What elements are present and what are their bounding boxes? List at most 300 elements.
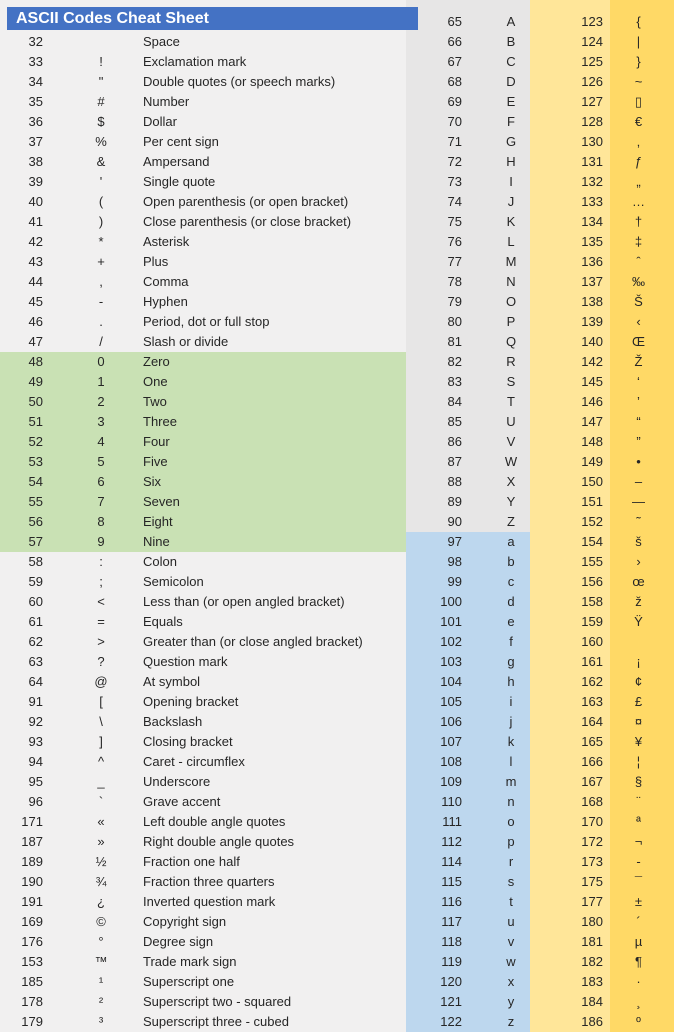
code-cell: 48 — [28, 354, 43, 369]
table-row — [406, 172, 530, 192]
table-row — [406, 672, 530, 692]
table-row — [0, 992, 406, 1012]
description-cell: Six — [143, 474, 162, 489]
code-cell: 92 — [28, 714, 43, 729]
code-cell: 62 — [28, 634, 43, 649]
description-cell: Space — [143, 34, 180, 49]
table-row — [530, 692, 674, 712]
table-row — [406, 652, 530, 672]
code-cell: 169 — [21, 914, 43, 929]
symbol-cell: g — [507, 654, 515, 669]
code-cell: 45 — [28, 294, 43, 309]
symbol-cell: Q — [505, 334, 517, 349]
table-row — [406, 372, 530, 392]
table-row — [406, 912, 530, 932]
code-cell: 35 — [28, 94, 43, 109]
symbol-cell: ´ — [636, 914, 641, 929]
table-row — [406, 852, 530, 872]
table-row — [406, 712, 530, 732]
symbol-cell: d — [507, 594, 515, 609]
symbol-cell: M — [505, 254, 517, 269]
description-cell: Single quote — [143, 174, 216, 189]
description-cell: Less than (or open angled bracket) — [143, 594, 345, 609]
code-cell: 81 — [447, 334, 462, 349]
page-title: ASCII Codes Cheat Sheet — [7, 7, 418, 30]
symbol-cell: ¤ — [634, 714, 643, 729]
table-row — [0, 412, 406, 432]
code-cell: 175 — [581, 874, 603, 889]
table-row — [0, 32, 406, 52]
table-row — [406, 132, 530, 152]
symbol-cell: - — [98, 294, 104, 309]
code-cell: 120 — [440, 974, 462, 989]
table-row — [530, 672, 674, 692]
symbol-cell: : — [99, 554, 103, 569]
code-cell: 136 — [581, 254, 603, 269]
code-cell: 56 — [28, 514, 43, 529]
symbol-cell: ~ — [634, 74, 643, 89]
symbol-cell: E — [506, 94, 516, 109]
description-cell: Plus — [143, 254, 169, 269]
symbol-cell: U — [506, 414, 516, 429]
symbol-cell: k — [507, 734, 515, 749]
code-cell: 191 — [21, 894, 43, 909]
symbol-cell: f — [509, 634, 513, 649]
symbol-cell: N — [506, 274, 516, 289]
table-row — [530, 112, 674, 132]
table-row — [406, 552, 530, 572]
description-cell: Close parenthesis (or close bracket) — [143, 214, 352, 229]
symbol-cell: # — [97, 94, 105, 109]
symbol-cell: ] — [99, 734, 103, 749]
code-cell: 65 — [447, 14, 462, 29]
symbol-cell: l — [509, 754, 513, 769]
symbol-cell: , — [99, 274, 103, 289]
table-row — [0, 52, 406, 72]
table-row — [0, 652, 406, 672]
symbol-cell: i — [509, 694, 513, 709]
symbol-cell: R — [506, 354, 516, 369]
table-row — [0, 812, 406, 832]
code-cell: 105 — [440, 694, 462, 709]
description-cell: Degree sign — [143, 934, 214, 949]
table-row — [0, 212, 406, 232]
code-cell: 183 — [581, 974, 603, 989]
code-cell: 83 — [447, 374, 462, 389]
table-row — [406, 32, 530, 52]
description-cell: Asterisk — [143, 234, 190, 249]
table-row — [530, 252, 674, 272]
symbol-cell: 3 — [97, 414, 105, 429]
table-row — [530, 612, 674, 632]
table-row — [0, 952, 406, 972]
symbol-cell: ; — [99, 574, 103, 589]
symbol-cell — [43, 32, 143, 52]
symbol-cell: ½ — [95, 854, 107, 869]
table-row — [530, 312, 674, 332]
code-cell: 107 — [440, 734, 462, 749]
symbol-cell: ¥ — [634, 734, 643, 749]
code-cell: 95 — [28, 774, 43, 789]
symbol-cell: L — [507, 234, 515, 249]
symbol-cell: ” — [636, 434, 641, 449]
symbol-cell: x — [507, 974, 515, 989]
code-cell: 102 — [440, 634, 462, 649]
description-cell: Fraction three quarters — [143, 874, 275, 889]
table-row — [0, 872, 406, 892]
description-cell: Question mark — [143, 654, 228, 669]
code-cell: 63 — [28, 654, 43, 669]
code-cell: 181 — [581, 934, 603, 949]
table-row — [0, 552, 406, 572]
table-row — [530, 492, 674, 512]
table-row — [530, 372, 674, 392]
symbol-cell: ¿ — [97, 894, 105, 909]
table-row — [0, 92, 406, 112]
code-cell: 127 — [581, 94, 603, 109]
symbol-cell: ž — [635, 594, 642, 609]
code-cell: 148 — [581, 434, 603, 449]
description-cell: Five — [143, 454, 168, 469]
code-cell: 126 — [581, 74, 603, 89]
symbol-cell: s — [507, 874, 515, 889]
table-row — [530, 532, 674, 552]
code-cell: 80 — [447, 314, 462, 329]
code-cell: 124 — [581, 34, 603, 49]
description-cell: Equals — [143, 614, 183, 629]
symbol-cell: … — [632, 194, 645, 209]
code-cell: 53 — [28, 454, 43, 469]
table-row — [406, 892, 530, 912]
code-cell: 91 — [28, 694, 43, 709]
table-row — [530, 632, 674, 652]
code-cell: 60 — [28, 594, 43, 609]
symbol-cell: ‡ — [634, 234, 643, 249]
code-cell: 87 — [447, 454, 462, 469]
table-row — [0, 332, 406, 352]
code-cell: 94 — [28, 754, 43, 769]
symbol-cell: © — [96, 914, 106, 929]
symbol-cell: @ — [94, 674, 108, 689]
table-row — [406, 272, 530, 292]
description-cell: Greater than (or close angled bracket) — [143, 634, 363, 649]
symbol-cell: h — [507, 674, 515, 689]
symbol-cell: ¶ — [635, 954, 642, 969]
table-row — [530, 392, 674, 412]
table-row — [530, 912, 674, 932]
table-row — [406, 392, 530, 412]
table-row — [530, 452, 674, 472]
symbol-cell: ¨ — [636, 794, 641, 809]
table-row — [0, 292, 406, 312]
symbol-cell: w — [506, 954, 516, 969]
code-cell: 161 — [581, 654, 603, 669]
symbol-cell: A — [506, 14, 516, 29]
description-cell: Dollar — [143, 114, 177, 129]
symbol-cell: K — [506, 214, 516, 229]
symbol-cell: B — [506, 34, 516, 49]
symbol-cell: & — [96, 154, 106, 169]
symbol-cell: / — [99, 334, 103, 349]
table-row — [0, 512, 406, 532]
table-row — [406, 252, 530, 272]
code-cell: 43 — [28, 254, 43, 269]
table-row — [0, 352, 406, 372]
code-cell: 108 — [440, 754, 462, 769]
table-row — [530, 472, 674, 492]
table-row — [530, 72, 674, 92]
description-cell: Number — [143, 94, 190, 109]
symbol-cell: 1 — [97, 374, 105, 389]
code-cell: 116 — [441, 894, 462, 909]
code-cell: 38 — [28, 154, 43, 169]
table-row — [406, 1012, 530, 1032]
symbol-cell: ^ — [97, 754, 105, 769]
description-cell: Superscript one — [143, 974, 235, 989]
table-row — [406, 572, 530, 592]
code-cell: 133 — [581, 194, 603, 209]
symbol-cell: ƒ — [634, 154, 643, 169]
code-cell: 190 — [21, 874, 43, 889]
symbol-cell: œ — [632, 574, 645, 589]
symbol-cell: X — [506, 474, 516, 489]
code-cell: 69 — [447, 94, 462, 109]
column-high-codes — [530, 0, 674, 1032]
code-cell: 119 — [441, 954, 462, 969]
code-cell: 170 — [581, 814, 603, 829]
code-cell: 70 — [447, 114, 462, 129]
code-cell: 121 — [440, 994, 462, 1009]
code-cell: 111 — [442, 814, 462, 829]
description-cell: Left double angle quotes — [143, 814, 286, 829]
code-cell: 61 — [28, 614, 43, 629]
symbol-cell: z — [507, 1014, 515, 1029]
code-cell: 153 — [21, 954, 43, 969]
code-cell: 71 — [447, 134, 462, 149]
code-cell: 96 — [28, 794, 43, 809]
symbol-cell: ‚ — [637, 134, 640, 149]
symbol-cell: * — [98, 234, 104, 249]
symbol-cell: a — [507, 534, 515, 549]
code-cell: 110 — [441, 794, 462, 809]
table-row — [0, 152, 406, 172]
table-row — [0, 132, 406, 152]
symbol-cell: ¯ — [634, 874, 643, 889]
code-cell: 40 — [28, 194, 43, 209]
description-cell: Three — [143, 414, 177, 429]
symbol-cell: 4 — [97, 434, 105, 449]
table-row — [530, 412, 674, 432]
table-row — [530, 572, 674, 592]
code-cell: 178 — [21, 994, 43, 1009]
symbol-cell: O — [505, 294, 517, 309]
table-row — [0, 572, 406, 592]
symbol-cell: p — [507, 834, 515, 849]
table-row — [530, 272, 674, 292]
description-cell: Superscript three - cubed — [143, 1014, 289, 1029]
code-cell: 173 — [581, 854, 603, 869]
symbol-cell: ° — [98, 934, 104, 949]
table-row — [406, 512, 530, 532]
symbol-cell: ‹ — [636, 314, 641, 329]
table-row — [0, 452, 406, 472]
symbol-cell: † — [634, 214, 643, 229]
symbol-cell: \ — [99, 714, 103, 729]
table-row — [530, 832, 674, 852]
symbol-cell: e — [507, 614, 515, 629]
table-row — [406, 772, 530, 792]
symbol-cell: } — [636, 54, 641, 69]
code-cell: 147 — [581, 414, 603, 429]
symbol-cell: « — [97, 814, 105, 829]
symbol-cell: = — [97, 614, 105, 629]
table-row — [530, 292, 674, 312]
table-row — [0, 592, 406, 612]
symbol-cell: • — [636, 454, 641, 469]
code-cell: 150 — [581, 474, 603, 489]
table-row — [0, 372, 406, 392]
code-cell: 58 — [28, 554, 43, 569]
table-row — [530, 732, 674, 752]
table-row — [0, 192, 406, 212]
description-cell: Seven — [143, 494, 180, 509]
code-cell: 82 — [447, 354, 462, 369]
symbol-cell: 6 — [97, 474, 105, 489]
code-cell: 55 — [28, 494, 43, 509]
code-cell: 132 — [581, 174, 603, 189]
symbol-cell: – — [634, 474, 643, 489]
symbol-cell: ‰ — [632, 274, 645, 289]
code-cell: 154 — [581, 534, 603, 549]
symbol-cell: I — [509, 174, 513, 189]
symbol-cell: J — [507, 194, 515, 209]
code-cell: 44 — [28, 274, 43, 289]
table-row — [0, 672, 406, 692]
description-cell: Backslash — [143, 714, 203, 729]
symbol-cell: < — [97, 594, 105, 609]
symbol-cell: D — [506, 74, 516, 89]
symbol-cell: { — [636, 14, 641, 29]
symbol-cell: $ — [97, 114, 105, 129]
symbol-cell: Z — [507, 514, 515, 529]
symbol-cell: C — [506, 54, 516, 69]
code-cell: 139 — [581, 314, 603, 329]
symbol-cell: + — [97, 254, 105, 269]
code-cell: 163 — [581, 694, 603, 709]
table-row — [0, 932, 406, 952]
symbol-cell: Ÿ — [634, 614, 643, 629]
code-cell: 118 — [441, 934, 462, 949]
code-cell: 68 — [447, 74, 462, 89]
code-cell: 86 — [447, 434, 462, 449]
code-cell: 59 — [28, 574, 43, 589]
code-cell: 138 — [581, 294, 603, 309]
code-cell: 168 — [581, 794, 603, 809]
code-cell: 189 — [21, 854, 43, 869]
symbol-cell: r — [508, 854, 514, 869]
table-row — [406, 812, 530, 832]
description-cell: Two — [143, 394, 167, 409]
code-cell: 142 — [581, 354, 603, 369]
description-cell: One — [143, 374, 168, 389]
code-cell: 185 — [21, 974, 43, 989]
table-row — [406, 492, 530, 512]
description-cell: Nine — [143, 534, 170, 549]
symbol-cell: W — [504, 454, 518, 469]
code-cell: 78 — [447, 274, 462, 289]
code-cell: 64 — [28, 674, 43, 689]
symbol-cell: ‘ — [637, 374, 640, 389]
symbol-cell: ˜ — [636, 514, 641, 529]
table-row — [406, 752, 530, 772]
code-cell: 103 — [440, 654, 462, 669]
table-row — [530, 52, 674, 72]
code-cell: 67 — [447, 54, 462, 69]
symbol-cell: ( — [98, 194, 104, 209]
symbol-cell: j — [509, 714, 513, 729]
code-cell: 99 — [447, 574, 462, 589]
code-cell: 51 — [28, 414, 43, 429]
table-row — [530, 432, 674, 452]
code-cell: 37 — [28, 134, 43, 149]
table-row — [406, 872, 530, 892]
code-cell: 72 — [447, 154, 462, 169]
table-row — [406, 292, 530, 312]
code-cell: 184 — [581, 994, 603, 1009]
table-row — [406, 532, 530, 552]
table-row — [406, 212, 530, 232]
code-cell: 140 — [581, 334, 603, 349]
symbol-cell: | — [636, 34, 641, 49]
symbol-cell: % — [95, 134, 107, 149]
table-row — [406, 152, 530, 172]
table-row — [406, 352, 530, 372]
code-cell: 171 — [21, 814, 43, 829]
code-cell: 66 — [447, 34, 462, 49]
table-row — [530, 892, 674, 912]
code-cell: 93 — [28, 734, 43, 749]
table-row — [530, 1012, 674, 1032]
code-cell: 100 — [440, 594, 462, 609]
code-cell: 46 — [28, 314, 43, 329]
symbol-cell — [603, 632, 674, 652]
code-cell: 128 — [581, 114, 603, 129]
code-cell: 164 — [581, 714, 603, 729]
symbol-cell: o — [507, 814, 515, 829]
code-cell: 109 — [440, 774, 462, 789]
symbol-cell: 2 — [97, 394, 105, 409]
table-row — [530, 232, 674, 252]
description-cell: At symbol — [143, 674, 201, 689]
table-row — [530, 132, 674, 152]
code-cell: 33 — [28, 54, 43, 69]
description-cell: Underscore — [143, 774, 211, 789]
code-cell: 77 — [447, 254, 462, 269]
symbol-cell: m — [505, 774, 517, 789]
symbol-cell: ¦ — [636, 754, 641, 769]
symbol-cell: ³ — [98, 1014, 104, 1029]
symbol-cell: 7 — [97, 494, 105, 509]
symbol-cell: > — [97, 634, 105, 649]
code-cell: 180 — [581, 914, 603, 929]
table-row — [0, 112, 406, 132]
code-cell: 75 — [447, 214, 462, 229]
symbol-cell: ¸ — [636, 994, 641, 1009]
code-cell: 88 — [447, 474, 462, 489]
symbol-cell: » — [97, 834, 105, 849]
table-row — [406, 692, 530, 712]
symbol-cell: › — [636, 554, 641, 569]
